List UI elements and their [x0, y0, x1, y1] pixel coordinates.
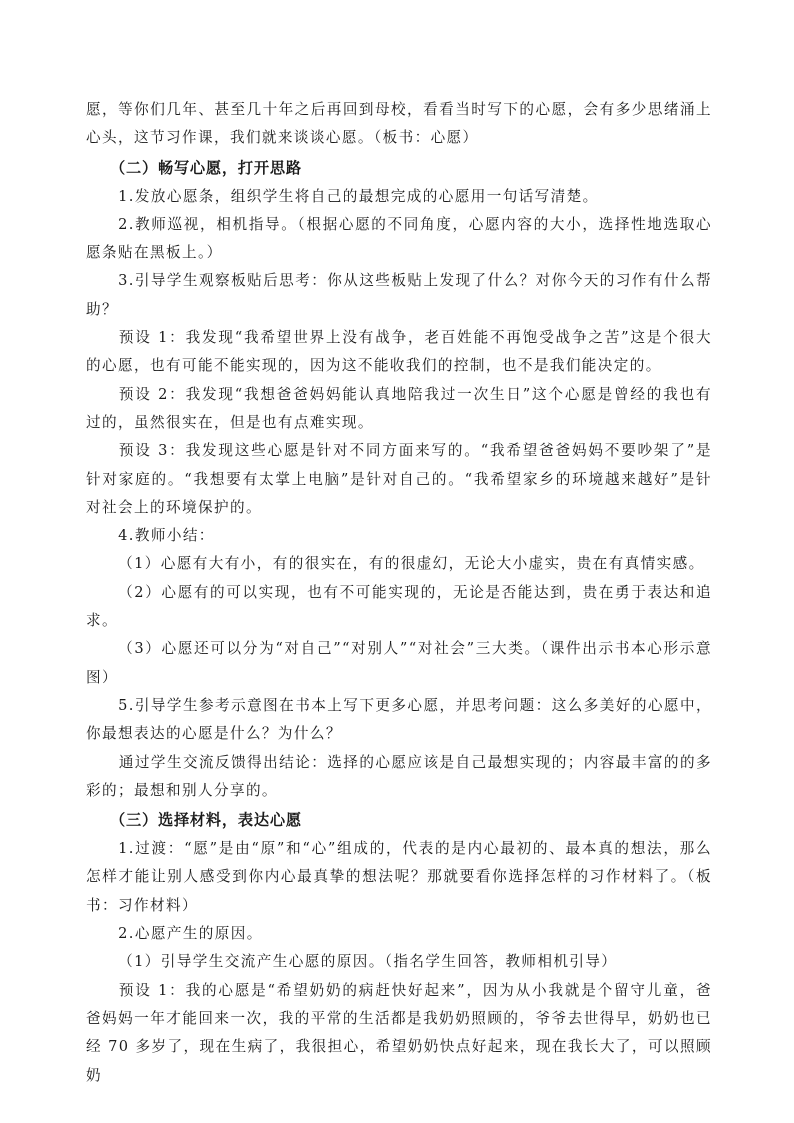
paragraph-3-1: 1.过渡：“愿”是由“原”和“心”组成的，代表的是内心最初的、最本真的想法，那么怎样才能让别人感受到你内心最真挚的想法呢？那就要看你选择怎样的习作材料了。（板书：习作材料）: [86, 840, 712, 914]
paragraph-3-preset-1: 预设 1：我的心愿是“希望奶奶的病赶快好起来”，因为从小我就是个留守儿童，爸爸妈妈一年才能回来一次，我的平常的生活都是我奶奶照顾的，爷爷去世得早，奶奶也已经 70 多岁了，现在生病了，我很担心，希望奶奶快点好起来，现在我长大了，可以照顾奶: [86, 981, 712, 1084]
document-page: [86, 96, 712, 1090]
paragraph-2-3: 3.引导学生观察板贴后思考：你从这些板贴上发现了什么？对你今天的习作有什么帮助？: [86, 272, 712, 318]
section-heading-3: （三）选择材料，表达心愿: [110, 811, 302, 830]
paragraph-summary-3: （3）心愿还可以分为“对自己”“对别人”“对社会”三大类。（课件出示书本心形示意图）: [86, 640, 712, 686]
paragraph-2-5: 5.引导学生参考示意图在书本上写下更多心愿，并思考问题：这么多美好的心愿中，你最想表达的心愿是什么？为什么？: [86, 696, 712, 743]
paragraph-3-2: 2.心愿产生的原因。: [118, 925, 263, 943]
paragraph-preset-1: 预设 1：我发现“我希望世界上没有战争，老百姓能不再饱受战争之苦”这是个很大的心愿，也有可能不能实现的，因为这不能收我们的控制，也不是我们能决定的。: [86, 329, 712, 375]
paragraph-2-1: 1.发放心愿条，组织学生将自己的最想完成的心愿用一句话写清楚。: [118, 187, 599, 205]
paragraph-preset-3: 预设 3：我发现这些心愿是针对不同方面来写的。“我希望爸爸妈妈不要吵架了”是针对家庭的。“我想要有太掌上电脑”是针对自己的。“我希望家乡的环境越来越好”是针对社会上的环境保护的。: [86, 442, 712, 516]
paragraph-preset-2: 预设 2：我发现“我想爸爸妈妈能认真地陪我过一次生日”这个心愿是曾经的我也有过的，虽然很实在，但是也有点难实现。: [86, 385, 712, 431]
paragraph-2-4: 4.教师小结：: [118, 527, 215, 545]
paragraph-intro: 愿，等你们几年、甚至几十年之后再回到母校，看看当时写下的心愿，会有多少思绪涌上心头，这节习作课，我们就来谈谈心愿。（板书：心愿）: [86, 101, 712, 147]
section-heading-2: （二）畅写心愿，打开思路: [110, 158, 302, 177]
paragraph-2-2: 2.教师巡视，相机指导。（根据心愿的不同角度，心愿内容的大小，选择性地选取心愿条贴在黑板上。）: [86, 215, 712, 262]
paragraph-conclusion: 通过学生交流反馈得出结论：选择的心愿应该是自己最想实现的；内容最丰富的的多彩的；最想和别人分享的。: [86, 753, 712, 799]
paragraph-summary-1: （1）心愿有大有小，有的很实在，有的很虚幻，无论大小虚实，贵在有真情实感。: [118, 555, 705, 573]
paragraph-summary-2: （2）心愿有的可以实现，也有不可能实现的，无论是否能达到，贵在勇于表达和追求。: [86, 583, 712, 630]
paragraph-3-2-1: （1）引导学生交流产生心愿的原因。（指名学生回答，教师相机引导）: [118, 953, 618, 971]
